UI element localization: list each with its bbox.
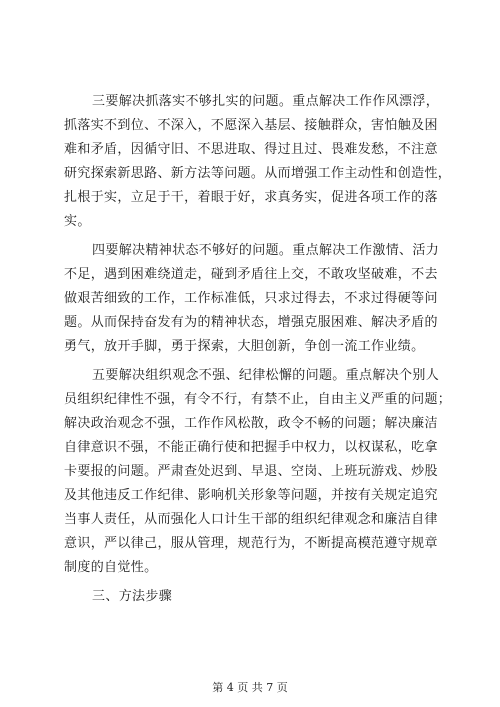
paragraph-1-line-3: 难和矛盾，因循守旧、不思进取、得过且过、畏难发愁，不注意 (64, 142, 438, 157)
paragraph-1-line-5: 扎根于实，立足于干，着眼于好，求真务实，促进各项工作的落 (64, 190, 438, 205)
paragraph-2-line-4: 题。从而保持奋发有为的精神状态，增强克服困难、解决矛盾的 (64, 315, 438, 330)
paragraph-1-line-1: 三要解决抓落实不够扎实的问题。重点解决工作作风漂浮， (92, 94, 440, 109)
paragraph-3-line-3: 解决政治观念不强，工作作风松散，政令不畅的问题；解决廉洁 (64, 416, 438, 431)
paragraph-1-line-2: 抓落实不到位、不深入，不愿深入基层、接触群众，害怕触及困 (64, 118, 438, 133)
paragraph-2-line-3: 做艰苦细致的工作，工作标准低，只求过得去，不求过得硬等问 (64, 291, 438, 306)
paragraph-3-line-7: 当事人责任，从而强化人口计生干部的组织纪律观念和廉洁自律 (64, 512, 438, 527)
page-number-footer: 第 4 页 共 7 页 (212, 681, 288, 694)
paragraph-3-line-6: 及其他违反工作纪律、影响机关形象等问题，并按有关规定追究 (64, 488, 438, 503)
paragraph-3-line-9: 制度的自觉性。 (64, 560, 158, 575)
paragraph-2-line-1: 四要解决精神状态不够好的问题。重点解决工作激情、活力 (92, 243, 440, 258)
paragraph-3-line-8: 意识，严以律己，服从管理，规范行为，不断提高模范遵守规章 (64, 536, 438, 551)
paragraph-2-line-2: 不足，遇到困难绕道走，碰到矛盾往上交，不敢攻坚破难，不去 (64, 267, 438, 282)
paragraph-1-line-4: 研究探索新思路、新方法等问题。从而增强工作主动性和创造性， (64, 166, 452, 181)
paragraph-2-line-5: 勇气，放开手脚，勇于探索，大胆创新，争创一流工作业绩。 (64, 339, 425, 354)
paragraph-3-line-2: 员组织纪律性不强，有令不行，有禁不止，自由主义严重的问题； (64, 392, 452, 407)
paragraph-3-line-1: 五要解决组织观念不强、纪律松懈的问题。重点解决个别人 (92, 368, 440, 383)
paragraph-3-line-4: 自律意识不强，不能正确行使和把握手中权力，以权谋私，吃拿 (64, 440, 438, 455)
paragraph-1-line-6: 实。 (64, 214, 91, 229)
paragraph-3-line-5: 卡要报的问题。严肃查处迟到、早退、空岗、上班玩游戏、炒股 (64, 464, 438, 479)
section-heading-method-steps: 三、方法步骤 (92, 589, 173, 604)
